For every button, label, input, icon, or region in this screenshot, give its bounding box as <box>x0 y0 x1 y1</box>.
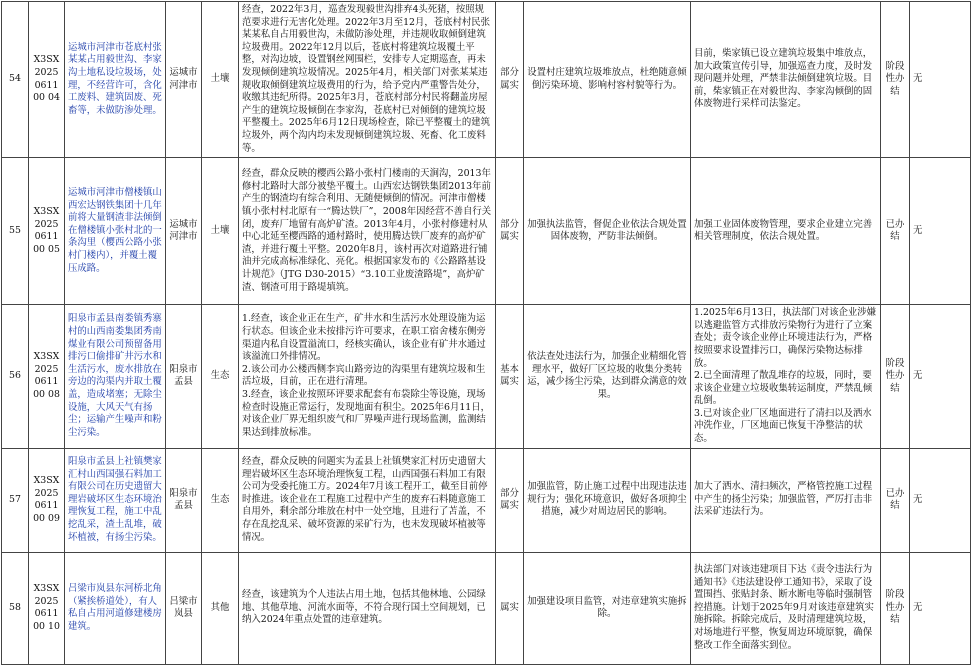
handling-measure-cell: 依法查处违法行为，加强企业精细化管理水平，做好厂区垃圾的收集分类转运，减少扬尘污染，达到群众满意的效果。 <box>524 305 691 449</box>
remark-cell: 无 <box>910 305 971 449</box>
handling-measure-cell: 加强建设项目监管，对违章建筑实施拆除。 <box>524 552 691 664</box>
pollution-type-cell: 生态 <box>202 305 239 449</box>
rectification-progress-cell: 加大了洒水、清扫频次，严格管控施工过程中产生的扬尘污染；加强监管，严厉打击非法采矿违法行为。 <box>691 448 881 552</box>
rectification-progress-cell: 执法部门对该违建项目下达《责令违法行为通知书》《违法建设停工通知书》，采取了设置围挡、张贴封条、断水断电等临时强制管控措施。计划于2025年9月对该违章建筑实施拆除。拆除完成后，及时清理建筑垃圾，对场地进行平整，恢复周边环境原貌，确保整改工作全面落实到位。 <box>691 552 881 664</box>
case-code-cell: X3SX2025061100 04 <box>29 2 65 158</box>
table-row <box>2 305 971 449</box>
row-number-cell: 54 <box>2 2 29 158</box>
table-row <box>2 448 971 552</box>
handling-measure-cell: 设置村庄建筑垃圾堆放点，杜绝随意倾倒污染环境、影响村容村貌等行为。 <box>524 2 691 158</box>
investigation-result-cell: 经查，该建筑为个人违法占用土地，包括其他林地、公园绿地、其他草地、河流水面等，不符合现行国土空间规划，已纳入2024年重点处置的违章建筑。 <box>239 552 496 664</box>
region-cell: 运城市河津市 <box>166 158 202 305</box>
remark-cell: 无 <box>910 552 971 664</box>
region-cell: 吕梁市岚县 <box>166 552 202 664</box>
remark-cell: 无 <box>910 2 971 158</box>
reported-issue-cell: 运城市河津市苍底村张某某占用毅世沟、李家沟土地私设垃圾场，处理，不经营许可，含化工废料、建筑固废、死畜等，未做防渗处理。 <box>65 2 166 158</box>
investigation-result-cell: 1.经查，该企业正在生产，矿井水和生活污水处理设施为运行状态。但该企业未按排污许可要求，在职工宿舍楼东侧旁渠道内私自设置溢流口，经核实确认，该企业有矿井水通过该溢流口外排情况。 2.该公司办公楼西侧李宾山路旁边的沟渠里有建筑垃圾和生活垃圾，目前，正在进行清理。 3.经查，该企业按照环评要求配套有布袋除尘等设施，现场检查时设施正常运行，发现地面有积尘。2025年6月11日，对该企业厂界无组织废气和厂界噪声进行现场监测，监测结果达到排放标准。 <box>239 305 496 449</box>
row-number-cell: 55 <box>2 158 29 305</box>
remark-cell: 无 <box>910 448 971 552</box>
case-code-cell: X3SX2025061100 05 <box>29 158 65 305</box>
verdict-cell: 部分属实 <box>496 158 524 305</box>
table-row <box>2 552 971 664</box>
verdict-cell: 部分属实 <box>496 448 524 552</box>
reported-issue-cell: 吕梁市岚县东河桥北角（紧挨桥道处），有人私自占用河道修建楼房建筑。 <box>65 552 166 664</box>
reported-issue-cell: 运城市河津市僧楼镇山西宏达钢铁集团十几年前将大量钢渣非法倾倒在僧楼镇小张村北的一条沟里（樱西公路小张村门楼内），并覆土覆压成路。 <box>65 158 166 305</box>
rectification-progress-cell: 加强工业固体废物管理，要求企业建立完善相关管理制度，依法合规处置。 <box>691 158 881 305</box>
pollution-type-cell: 其他 <box>202 552 239 664</box>
handling-measure-cell: 加强监管，防止施工过程中出现违法违规行为；强化环境意识，做好各项抑尘措施，减少对周边居民的影响。 <box>524 448 691 552</box>
region-cell: 运城市河津市 <box>166 2 202 158</box>
case-table <box>1 1 971 665</box>
table-row <box>2 158 971 305</box>
case-code-cell: X3SX2025061100 09 <box>29 448 65 552</box>
case-code-cell: X3SX2025061100 08 <box>29 305 65 449</box>
table-body <box>2 2 971 665</box>
case-code-cell: X3SX2025061100 10 <box>29 552 65 664</box>
completion-status-cell: 阶段性办结 <box>881 305 910 449</box>
completion-status-cell: 阶段性办结 <box>881 552 910 664</box>
verdict-cell: 部分属实 <box>496 2 524 158</box>
row-number-cell: 56 <box>2 305 29 449</box>
completion-status-cell: 阶段性办结 <box>881 2 910 158</box>
investigation-result-cell: 经查，群众反映的问题实为孟县上社镇樊家汇村历史遗留大理岩破坏区生态环境治理恢复工程，山西国强石料加工有限公司为受委托施工方。2024年7月该工程开工，截至目前停时推进。该企业在工程施工过程中产生的废弃石料随意施工自用外，剩余部分堆放在村中一处空地，且进行了苫盖，不存在乱挖乱采、破坏资源的采矿行为，也未发现破坏植被等情况。 <box>239 448 496 552</box>
region-cell: 阳泉市孟县 <box>166 448 202 552</box>
table-row <box>2 2 971 158</box>
handling-measure-cell: 加强执法监管，督促企业依法合规处置固体废物，严防非法倾倒。 <box>524 158 691 305</box>
rectification-progress-cell: 1.2025年6月13日，执法部门对该企业涉嫌以逃避监管方式排放污染物行为进行了立案查处；责令该企业停止环境违法行为，严格按照要求设置排污口，确保污染物达标排放。 2.已全面清理了散乱堆存的垃圾，同时，要求该企业建立垃圾收集转运制度，严禁乱倾乱倒。 3.已对该企业厂区地面进行了清扫以及洒水冲洗作业，厂区地面已恢复干净整洁的状态。 <box>691 305 881 449</box>
completion-status-cell: 已办结 <box>881 448 910 552</box>
completion-status-cell: 已办结 <box>881 158 910 305</box>
rectification-progress-cell: 目前，柴家镇已设立建筑垃圾集中堆放点，加大政策宣传引导，加强巡查力度，及时发现问题并处理，严禁非法倾倒建筑垃圾。目前，柴家镇正在对毅世沟、李家沟倾倒的固体废物进行采样司法鉴定。 <box>691 2 881 158</box>
pollution-type-cell: 生态 <box>202 448 239 552</box>
reported-issue-cell: 阳泉市孟县上社镇樊家汇村山西国强石料加工有限公司在历史遗留大理岩破坏区生态环境治理恢复工程，施工中乱挖乱采，渣土乱堆，破坏植被，有扬尘污染。 <box>65 448 166 552</box>
pollution-type-cell: 土壤 <box>202 2 239 158</box>
row-number-cell: 57 <box>2 448 29 552</box>
investigation-result-cell: 经查，群众反映的樱西公路小张村门楼南的天涧沟，2013年修村北路时大部分被垫平覆土。山西宏达钢铁集团2013年前产生的钢渣均有综合利用、无随便倾倒的情况。河津市僧楼镇小张村村北原有一“腾达铁厂”，2008年因经营不善自行关闭，废弃厂地留有高炉矿渣。2013年4月，小张村修建村从中心北延至樱西路的通村路时，使用腾达铁厂废弃的高炉矿渣，并进行覆土平整。2020年8月，该村再次对道路进行铺油并完成高标准绿化、亮化。根据国家发布的《公路路基设计规范》（JTG D30-2015）“3.10工业废渣路堤”，高炉矿渣、钢渣可用于路堤填筑。 <box>239 158 496 305</box>
remark-cell: 无 <box>910 158 971 305</box>
verdict-cell: 基本属实 <box>496 305 524 449</box>
region-cell: 阳泉市孟县 <box>166 305 202 449</box>
row-number-cell: 58 <box>2 552 29 664</box>
pollution-type-cell: 土壤 <box>202 158 239 305</box>
reported-issue-cell: 阳泉市孟县南娄镇秀寨村的山西南娄集团秀南煤业有限公司预留备用排污口偷排矿井污水和生活污水，废水排放在旁边的沟渠内并取土覆盖，造成堵塞；无除尘设施，大风天气有扬尘；运输产生噪声和粉尘污染。 <box>65 305 166 449</box>
investigation-result-cell: 经查，2022年3月，巡查发现毅世沟排弃4头死猪，按照规范要求进行无害化处理。2022年3月至12月，苍底村村民张某某私自占用毅世沟，未做防渗处理，并违规收取倾倒建筑垃圾费用。2022年12月以后，苍底村将建筑垃圾覆土平整，对沟边坡，设置钢丝网围栏，安排专人定期巡查，再未发现倾倒建筑垃圾情况。2025年4月，相关部门对张某某违规收取倾倒建筑垃圾费用的行为，给予党内严重警告处分，收缴其违纪所得。2025年3月，苍底村部分村民将翻盖房屋产生的建筑垃圾倾倒在李家沟，苍底村已对倾倒的建筑垃圾平整覆土。2025年6月12日现场检查，除已平整覆土的建筑垃圾外，两个沟内均未发现倾倒建筑垃圾、死畜、化工废料等。 <box>239 2 496 158</box>
verdict-cell: 属实 <box>496 552 524 664</box>
